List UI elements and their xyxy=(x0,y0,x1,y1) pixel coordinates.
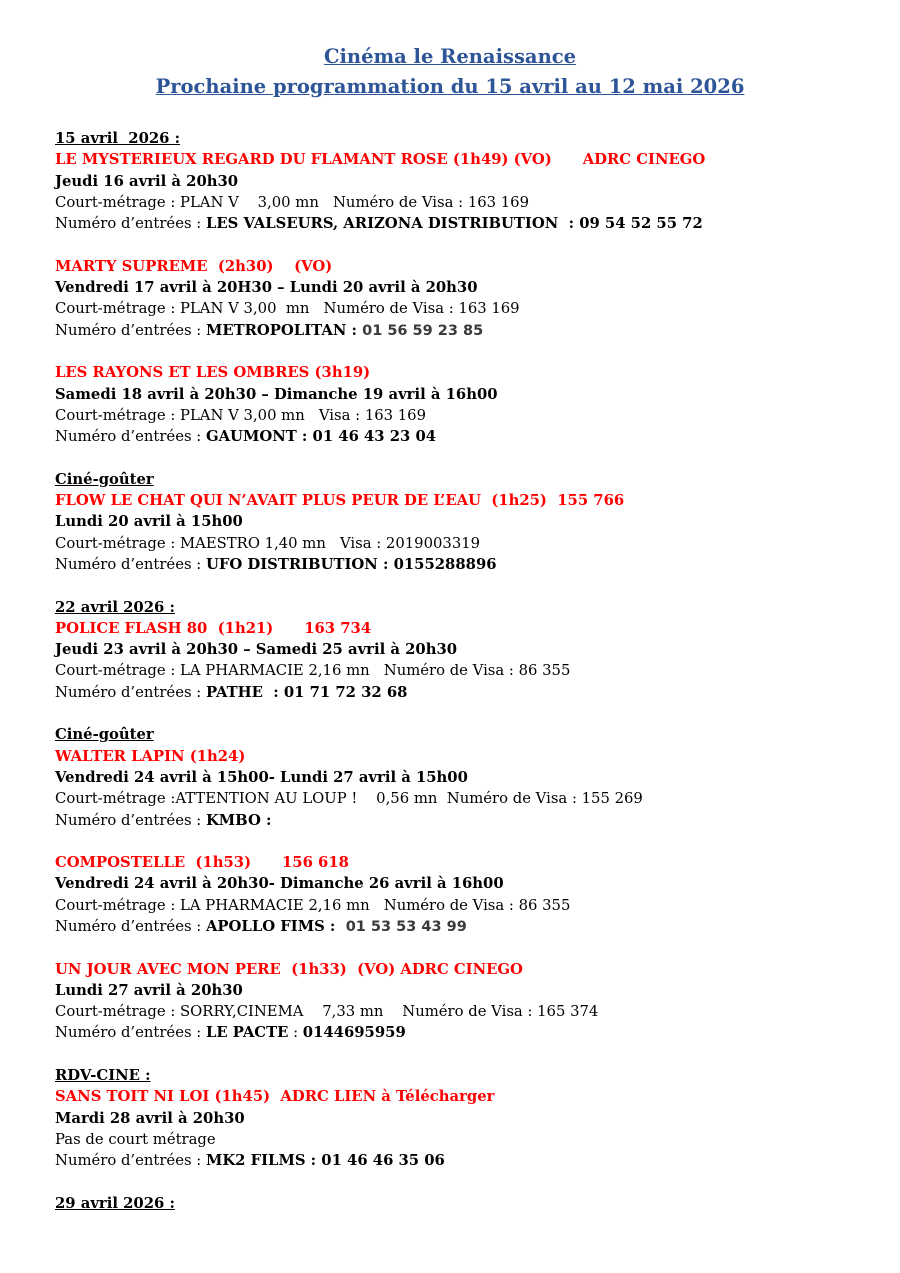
page-title: Cinéma le Renaissance xyxy=(323,45,577,68)
film-title: WALTER LAPIN (1h24) xyxy=(55,747,246,765)
entries-line xyxy=(55,682,875,703)
entries-line xyxy=(55,426,875,447)
screening-dates: Vendredi 24 avril à 20h30- Dimanche 26 avril à 16h00 xyxy=(55,875,504,893)
film-title: COMPOSTELLE (1h53) 156 618 xyxy=(55,854,349,872)
distributor: LE PACTE xyxy=(205,1024,289,1042)
entries-label: Numéro d’entrées : xyxy=(55,321,206,339)
entries-label: Numéro d’entrées : xyxy=(55,811,206,829)
screening-dates: Samedi 18 avril à 20h30 – Dimanche 19 avril à 16h00 xyxy=(55,385,498,403)
film-title: UN JOUR AVEC MON PERE (1h33) (VO) ADRC CINEGO xyxy=(55,960,523,978)
short-film-info: Court-métrage : MAESTRO 1,40 mn Visa : 2019003319 xyxy=(55,534,481,552)
entries-line xyxy=(55,1022,875,1043)
entries-line xyxy=(55,554,875,575)
screening-dates: Mardi 28 avril à 20h30 xyxy=(55,1109,245,1127)
short-film-info: Court-métrage :ATTENTION AU LOUP ! 0,56 mn Numéro de Visa : 155 269 xyxy=(55,790,643,808)
short-film-info: Court-métrage : LA PHARMACIE 2,16 mn Numéro de Visa : 86 355 xyxy=(55,662,571,680)
section-heading: Ciné-goûter xyxy=(55,470,154,488)
screening-dates: Lundi 27 avril à 20h30 xyxy=(55,981,243,999)
short-film-info: Court-métrage : PLAN V 3,00 mn Visa : 163 169 xyxy=(55,406,427,424)
date-heading: 22 avril 2026 : xyxy=(55,598,175,616)
date-heading: 29 avril 2026 : xyxy=(55,1194,175,1212)
short-film-info: Court-métrage : LA PHARMACIE 2,16 mn Numéro de Visa : 86 355 xyxy=(55,896,571,914)
distributor-phone: 01 53 53 43 99 xyxy=(345,918,467,935)
distributor: METROPOLITAN : xyxy=(205,321,363,339)
entries-label: Numéro d’entrées : xyxy=(55,428,206,446)
short-film-info: Court-métrage : SORRY,CINEMA 7,33 mn Numéro de Visa : 165 374 xyxy=(55,1003,599,1021)
page-subtitle: Prochaine programmation du 15 avril au 12 mai 2026 xyxy=(155,75,745,98)
section-heading: Ciné-goûter xyxy=(55,726,154,744)
short-film-info: Court-métrage : PLAN V 3,00 mn Numéro de Visa : 163 169 xyxy=(55,300,520,318)
distributor-phone: 0144695959 xyxy=(302,1024,406,1042)
film-title: FLOW LE CHAT QUI N’AVAIT PLUS PEUR DE L’EAU (1h25) 155 766 xyxy=(55,492,625,510)
screening-dates: Vendredi 17 avril à 20H30 – Lundi 20 avril à 20h30 xyxy=(55,279,478,297)
screening-dates: Jeudi 16 avril à 20h30 xyxy=(55,172,239,190)
entries-label: Numéro d’entrées : xyxy=(55,683,206,701)
entries-label: Numéro d’entrées : xyxy=(55,917,206,935)
short-film-info: Pas de court métrage xyxy=(55,1130,216,1148)
entries-label: Numéro d’entrées : xyxy=(55,215,206,233)
screening-dates: Lundi 20 avril à 15h00 xyxy=(55,513,243,531)
section-heading: RDV-CINE : xyxy=(55,1067,151,1085)
entries-line xyxy=(55,320,875,341)
entries-line xyxy=(55,810,875,831)
distributor: PATHE : 01 71 72 32 68 xyxy=(205,683,408,701)
film-title: LE MYSTERIEUX REGARD DU FLAMANT ROSE (1h49) (VO) ADRC CINEGO xyxy=(55,151,706,169)
entries-line xyxy=(55,916,875,937)
entries-label: Numéro d’entrées : xyxy=(55,1152,206,1170)
film-title: LES RAYONS ET LES OMBRES (3h19) xyxy=(55,364,371,382)
distributor: UFO DISTRIBUTION : 0155288896 xyxy=(205,555,497,573)
distributor: LES VALSEURS, ARIZONA DISTRIBUTION : 09 54 52 55 72 xyxy=(205,215,703,233)
screening-dates: Jeudi 23 avril à 20h30 – Samedi 25 avril à 20h30 xyxy=(55,641,458,659)
entries-label: Numéro d’entrées : xyxy=(55,1024,206,1042)
entries-label: Numéro d’entrées : xyxy=(55,555,206,573)
entries-line xyxy=(55,1150,875,1171)
film-title: POLICE FLASH 80 (1h21) 163 734 xyxy=(55,619,372,637)
date-heading: 15 avril 2026 : xyxy=(55,130,181,147)
distributor: MK2 FILMS : 01 46 46 35 06 xyxy=(205,1152,445,1170)
entries-line xyxy=(55,213,875,234)
program-list xyxy=(55,128,875,1214)
film-title: SANS TOIT NI LOI (1h45) ADRC LIEN à Télécharger xyxy=(55,1088,495,1106)
film-title: MARTY SUPREME (2h30) (VO) xyxy=(55,257,333,275)
distributor: KMBO : xyxy=(205,811,272,829)
short-film-info: Court-métrage : PLAN V 3,00 mn Numéro de Visa : 163 169 xyxy=(55,193,530,211)
entries-separator: : xyxy=(288,1024,303,1042)
distributor: APOLLO FIMS : xyxy=(205,917,346,935)
distributor: GAUMONT : 01 46 43 23 04 xyxy=(205,428,437,446)
screening-dates: Vendredi 24 avril à 15h00- Lundi 27 avril à 15h00 xyxy=(55,768,468,786)
distributor-phone: 01 56 59 23 85 xyxy=(362,322,484,339)
